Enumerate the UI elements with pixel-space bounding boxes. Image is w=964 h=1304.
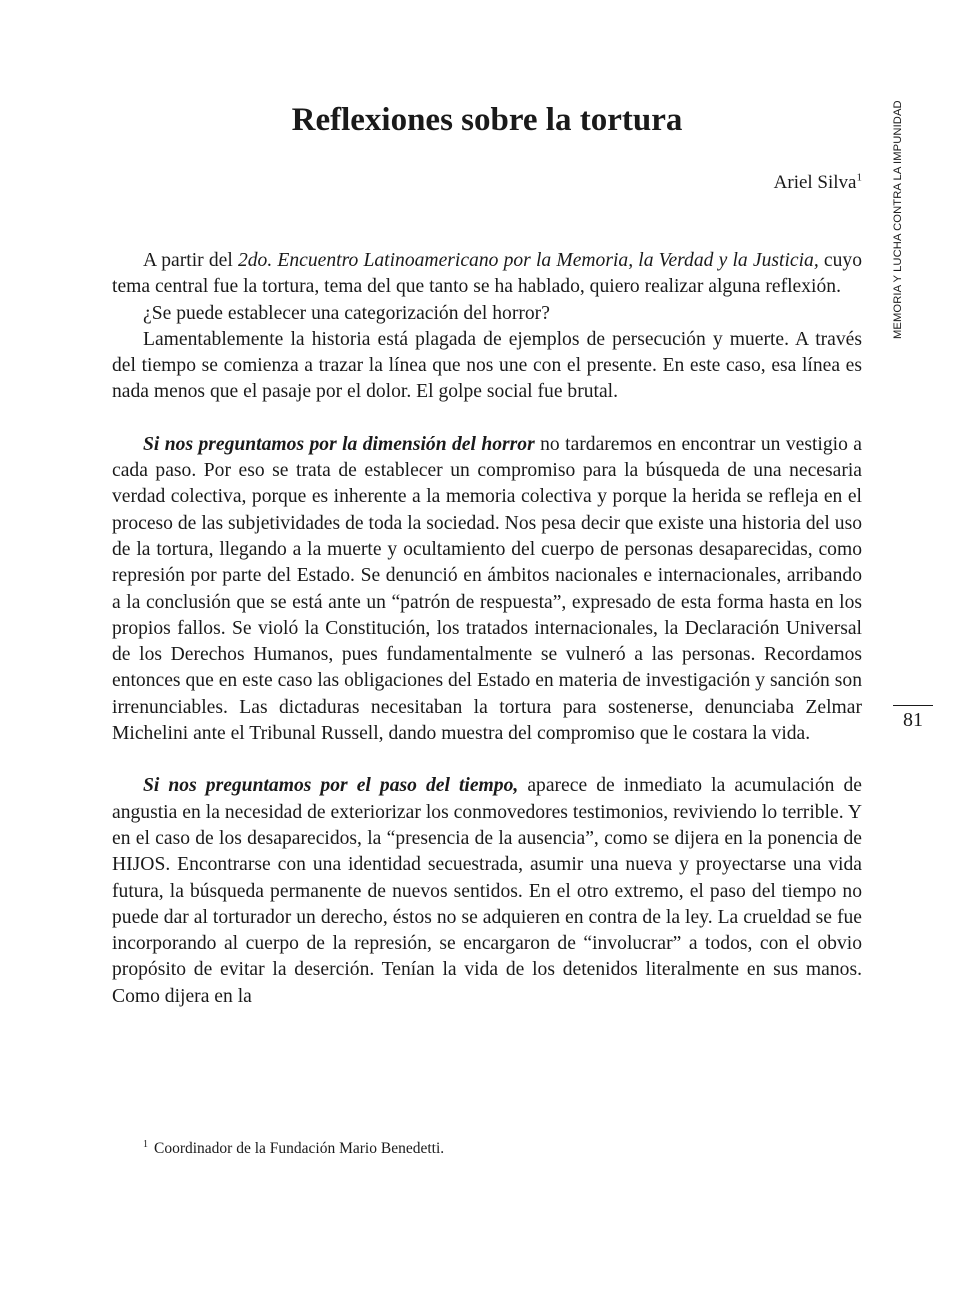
- emphasis-lead: Si nos preguntamos por el paso del tiempo,: [143, 775, 519, 797]
- text-run: no tardaremos en encontrar un vestigio a cada paso. Por eso se trata de establecer un compromiso para la búsqueda de una necesaria verdad colectiva, porque es inherente a la memoria colectiva y porque la herida se refleja en el proceso de las subjetividades de toda la sociedad. Nos pesa decir que existe una historia del uso de la tortura, llegando a la muerte y ocultamiento del cuerpo de personas desaparecidas, como represión por parte del Estado. Se denunció en ámbitos nacionales e internacionales, arribando a la conclusión que se está ante un “patrón de respuesta”, expresado de esta forma hasta en los propios fallos. Se violó la Constitución, los tratados internacionales, la Declaración Universal de los Derechos Humanos, pues fundamentalmente se vulneró a las personas. Recordamos entonces que en este caso las obligaciones del Estado en materia de investigación y sanción son irrenunciables. Las dictaduras necesitaban la tortura para sostenerse, denunciaba Zelmar Michelini ante el Tribunal Russell, dando muestra del compromiso que le costara la vida.: [112, 433, 862, 745]
- page-number: 81: [903, 709, 923, 731]
- author-byline: [774, 170, 862, 196]
- article-body: [112, 248, 862, 1010]
- footnote-number: 1: [143, 1138, 148, 1150]
- footnote: [143, 1138, 444, 1160]
- paragraph: [112, 773, 862, 1010]
- running-head: MEMORIA Y LUCHA CONTRA LA IMPUNIDAD: [892, 100, 904, 339]
- footnote-text: Coordinador de la Fundación Mario Benedetti.: [154, 1140, 445, 1157]
- author-name: Ariel Silva: [773, 172, 857, 193]
- emphasis-lead: Si nos preguntamos por la dimensión del horror: [143, 433, 535, 455]
- paragraph: [112, 248, 862, 301]
- author-footnote-ref: 1: [856, 171, 862, 184]
- text-run: A partir del: [143, 250, 238, 271]
- article-title: Reflexiones sobre la tortura: [291, 102, 683, 138]
- paragraph: [112, 327, 862, 406]
- text-run: cuyo tema central fue la tortura, tema del que tanto se ha hablado, quiero realizar alguna reflexión.: [112, 250, 862, 298]
- paragraph: [112, 432, 862, 748]
- text-run: aparece de inmediato la acumulación de angustia en la necesidad de exteriorizar los conmovedores testimonios, reviviendo lo terrible. Y en el caso de los desaparecidos, la “presencia de la ausencia”, como se dijera en la ponencia de HIJOS. Encontrarse con una identidad secuestrada, asumir una nueva y proyectarse una vida futura, la búsqueda permanente de nuevos sentidos. En el otro extremo, el paso del tiempo no puede dar al torturador un derecho, éstos no se adquieren en contra de la ley. La crueldad se fue incorporando al cuerpo de la represión, se encargaron de “involucrar” a todos, con el obvio propósito de evitar la deserción. Tenían la vida de los detenidos literalmente en sus manos. Como dijera en la: [112, 775, 862, 1007]
- text-run: ¿Se puede establecer una categorización del horror?: [143, 302, 550, 324]
- event-name: 2do. Encuentro Latinoamericano por la Memoria, la Verdad y la Justicia,: [237, 250, 819, 271]
- paragraph: [112, 301, 862, 327]
- page-number-rule: [893, 705, 933, 706]
- text-run: Lamentablemente la historia está plagada de ejemplos de persecución y muerte. A través del tiempo se comienza a trazar la línea que nos une con el presente. En este caso, esa línea es nada menos que el pasaje por el dolor. El golpe social fue brutal.: [112, 328, 862, 403]
